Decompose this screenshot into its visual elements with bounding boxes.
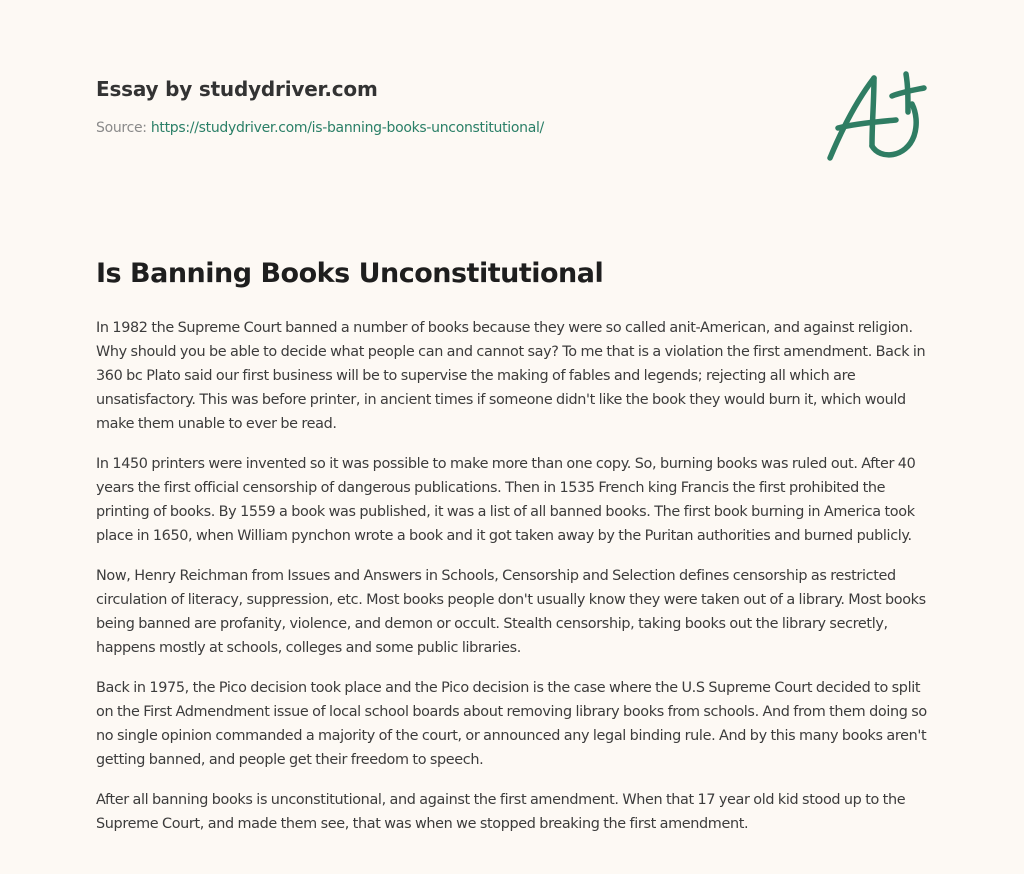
article-paragraph: Back in 1975, the Pico decision took place and the Pico decision is the case where the U.S Supreme Court decided to split on the First Admendment issue of local school boards about removing library books from schools. And from them doing so no single opinion commanded a majority of the court, or announced any legal binding rule. And by this many books aren't getting banned, and people get their freedom to speech. [96,680,927,768]
source-line [96,118,936,138]
source-label: Source: [96,120,151,136]
page-header [96,74,936,138]
source-link[interactable]: https://studydriver.com/is-banning-books-unconstitutional/ [150,120,544,136]
a-plus-grade-icon [818,66,934,170]
brand-title: Essay by studydriver.com [96,77,378,101]
article-title: Is Banning Books Unconstitutional [96,258,604,289]
article-paragraph: After all banning books is unconstitutional, and against the first amendment. When that 17 year old kid stood up to the Supreme Court, and made them see, that was when we stopped breaking the first amendment. [96,792,906,832]
article-paragraph: In 1450 printers were invented so it was possible to make more than one copy. So, burning books was ruled out. After 40 years the first official censorship of dangerous publications. Then in 1535 French king Francis the first prohibited the printing of books. By 1559 a book was published, it was a list of all banned books. The first book burning in America took place in 1650, when William pynchon wrote a book and it got taken away by the Puritan authorities and burned publicly. [96,456,916,544]
article-paragraph: In 1982 the Supreme Court banned a number of books because they were so called anit-American, and against religion. Why should you be able to decide what people can and cannot say? To me that is a violation the first amendment. Back in 360 bc Plato said our first business will be to supervise the making of fables and legends; rejecting all which are unsatisfactory. This was before printer, in ancient times if someone didn't like the book they would burn it, which would make them unable to ever be read. [96,320,926,432]
article-paragraph: Now, Henry Reichman from Issues and Answers in Schools, Censorship and Selection defines censorship as restricted circulation of literacy, suppression, etc. Most books people don't usually know they were taken out of a library. Most books being banned are profanity, violence, and demon or occult. Stealth censorship, taking books out the library secretly, happens mostly at schools, colleges and some public libraries. [96,568,926,656]
article [96,252,932,852]
